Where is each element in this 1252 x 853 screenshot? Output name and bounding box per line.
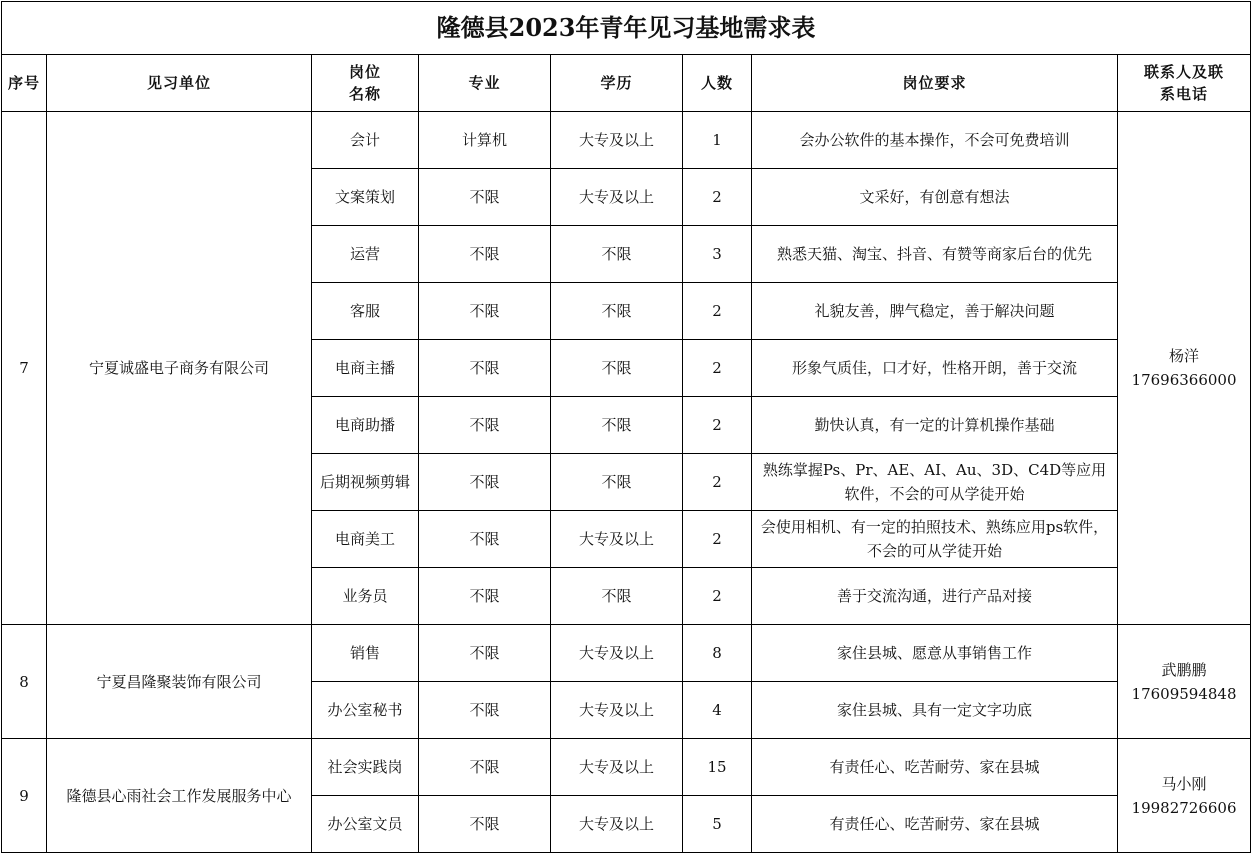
education-cell: 不限: [551, 397, 683, 454]
major-cell: 不限: [419, 511, 551, 568]
header-unit: 见习单位: [47, 55, 312, 112]
count-cell: 2: [683, 397, 752, 454]
unit-cell: 隆德县心雨社会工作发展服务中心: [47, 739, 312, 853]
contact-name: 马小刚: [1161, 774, 1207, 793]
table-row: [2, 112, 1251, 169]
major-cell: 计算机: [419, 112, 551, 169]
position-cell: 办公室文员: [312, 796, 419, 853]
requirement-cell: 会办公软件的基本操作，不会可免费培训: [752, 112, 1118, 169]
requirement-cell: 熟练掌握Ps、Pr、AE、AI、Au、3D、C4D等应用软件，不会的可从学徒开始: [752, 454, 1118, 511]
major-cell: 不限: [419, 682, 551, 739]
requirement-cell: 礼貌友善，脾气稳定，善于解决问题: [752, 283, 1118, 340]
header-contact: 联系人及联系电话: [1118, 55, 1251, 112]
position-cell: 电商主播: [312, 340, 419, 397]
position-cell: 电商美工: [312, 511, 419, 568]
table-row: [2, 739, 1251, 796]
requirement-cell: 形象气质佳，口才好，性格开朗，善于交流: [752, 340, 1118, 397]
header-row: [2, 55, 1251, 112]
count-cell: 3: [683, 226, 752, 283]
header-count: 人数: [683, 55, 752, 112]
count-cell: 2: [683, 511, 752, 568]
header-seq: 序号: [2, 55, 47, 112]
major-cell: 不限: [419, 454, 551, 511]
requirement-cell: 有责任心、吃苦耐劳、家在县城: [752, 739, 1118, 796]
count-cell: 2: [683, 340, 752, 397]
header-major: 专业: [419, 55, 551, 112]
contact-cell: [1118, 625, 1251, 739]
header-education: 学历: [551, 55, 683, 112]
education-cell: 大专及以上: [551, 112, 683, 169]
requirement-cell: 善于交流沟通，进行产品对接: [752, 568, 1118, 625]
position-cell: 会计: [312, 112, 419, 169]
education-cell: 不限: [551, 454, 683, 511]
demand-table: [1, 1, 1251, 853]
unit-cell: 宁夏昌隆聚装饰有限公司: [47, 625, 312, 739]
major-cell: 不限: [419, 226, 551, 283]
contact-cell: [1118, 739, 1251, 853]
requirement-cell: 会使用相机、有一定的拍照技术、熟练应用ps软件，不会的可从学徒开始: [752, 511, 1118, 568]
table-row: [2, 625, 1251, 682]
education-cell: 不限: [551, 340, 683, 397]
education-cell: 不限: [551, 283, 683, 340]
seq-cell: 8: [2, 625, 47, 739]
requirement-cell: 家住县城、愿意从事销售工作: [752, 625, 1118, 682]
page-title: 隆德县2023年青年见习基地需求表: [2, 2, 1251, 55]
contact-name: 杨洋: [1169, 347, 1200, 365]
position-cell: 客服: [312, 283, 419, 340]
position-cell: 电商助播: [312, 397, 419, 454]
position-cell: 社会实践岗: [312, 739, 419, 796]
position-cell: 业务员: [312, 568, 419, 625]
contact-name: 武鹏鹏: [1161, 660, 1207, 679]
count-cell: 2: [683, 454, 752, 511]
requirement-cell: 有责任心、吃苦耐劳、家在县城: [752, 796, 1118, 853]
requirement-cell: 家住县城、具有一定文字功底: [752, 682, 1118, 739]
position-cell: 后期视频剪辑: [312, 454, 419, 511]
education-cell: 大专及以上: [551, 511, 683, 568]
count-cell: 1: [683, 112, 752, 169]
contact-phone: 17696366000: [1131, 371, 1237, 389]
count-cell: 4: [683, 682, 752, 739]
requirement-cell: 文采好，有创意有想法: [752, 169, 1118, 226]
major-cell: 不限: [419, 169, 551, 226]
major-cell: 不限: [419, 568, 551, 625]
contact-phone: 19982726606: [1131, 798, 1237, 817]
education-cell: 大专及以上: [551, 169, 683, 226]
major-cell: 不限: [419, 796, 551, 853]
education-cell: 大专及以上: [551, 796, 683, 853]
major-cell: 不限: [419, 397, 551, 454]
education-cell: 大专及以上: [551, 739, 683, 796]
header-requirement: 岗位要求: [752, 55, 1118, 112]
education-cell: 大专及以上: [551, 625, 683, 682]
major-cell: 不限: [419, 625, 551, 682]
count-cell: 2: [683, 568, 752, 625]
seq-cell: 9: [2, 739, 47, 853]
unit-cell: 宁夏诚盛电子商务有限公司: [47, 112, 312, 625]
contact-phone: 17609594848: [1131, 684, 1237, 703]
major-cell: 不限: [419, 340, 551, 397]
count-cell: 2: [683, 169, 752, 226]
count-cell: 5: [683, 796, 752, 853]
major-cell: 不限: [419, 739, 551, 796]
education-cell: 不限: [551, 226, 683, 283]
education-cell: 不限: [551, 568, 683, 625]
contact-cell: [1118, 112, 1251, 625]
major-cell: 不限: [419, 283, 551, 340]
count-cell: 8: [683, 625, 752, 682]
requirement-cell: 熟悉天猫、淘宝、抖音、有赞等商家后台的优先: [752, 226, 1118, 283]
seq-cell: 7: [2, 112, 47, 625]
header-position: 岗位名称: [312, 55, 419, 112]
count-cell: 2: [683, 283, 752, 340]
position-cell: 文案策划: [312, 169, 419, 226]
count-cell: 15: [683, 739, 752, 796]
position-cell: 办公室秘书: [312, 682, 419, 739]
position-cell: 销售: [312, 625, 419, 682]
requirement-cell: 勤快认真，有一定的计算机操作基础: [752, 397, 1118, 454]
education-cell: 大专及以上: [551, 682, 683, 739]
position-cell: 运营: [312, 226, 419, 283]
